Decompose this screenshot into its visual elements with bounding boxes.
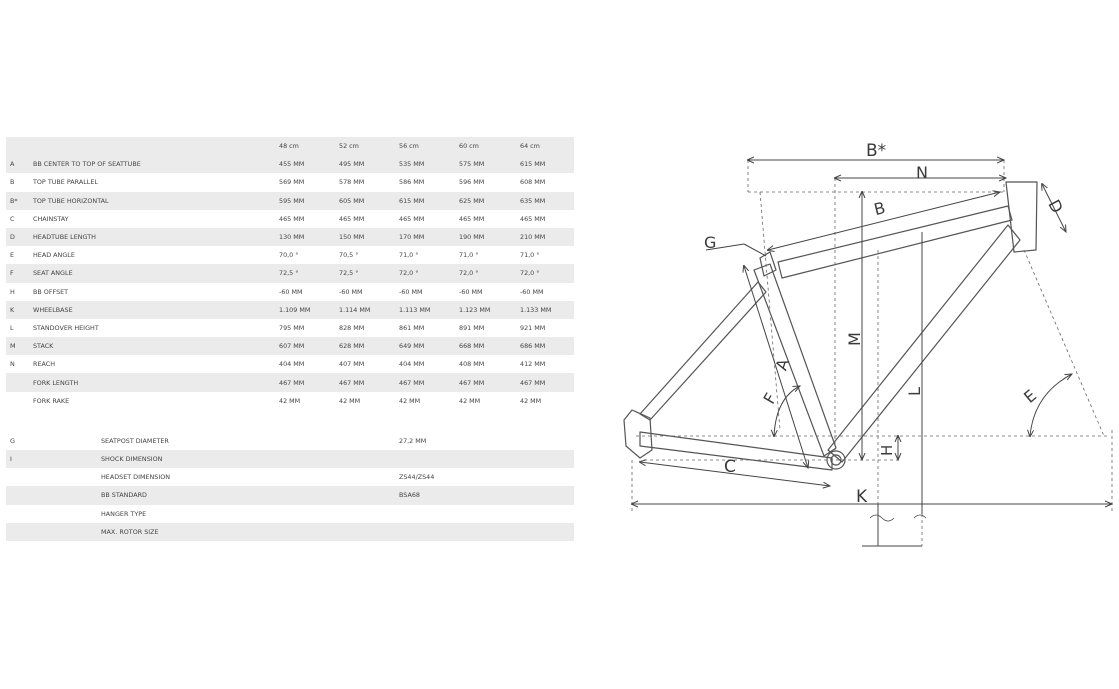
row-value: 42 MM <box>339 396 361 405</box>
row-key: K <box>6 301 29 319</box>
row-value: 1.113 MM <box>395 301 455 319</box>
row-label: STACK <box>29 337 275 355</box>
row-label: TOP TUBE HORIZONTAL <box>29 192 275 210</box>
row-value: 1.133 MM <box>516 301 574 319</box>
row-key: L <box>10 323 14 332</box>
row-value: 586 MM <box>399 178 425 187</box>
row-value: 535 MM <box>395 155 455 173</box>
row-key: B* <box>6 192 29 210</box>
row-value: 1.109 MM <box>275 301 335 319</box>
row-value: 861 MM <box>399 323 425 332</box>
component-label: SHOCK DIMENSION <box>29 450 395 468</box>
row-value: 635 MM <box>516 192 574 210</box>
row-value: 404 MM <box>279 360 305 369</box>
row-value: 42 MM <box>459 396 481 405</box>
component-key: G <box>10 436 15 445</box>
row-value: 607 MM <box>275 337 335 355</box>
row-value: 575 MM <box>455 155 516 173</box>
row-label: CHAINSTAY <box>33 214 69 223</box>
row-value: 70,5 ° <box>339 251 359 260</box>
row-value: 465 MM <box>399 214 425 223</box>
row-value: 1.114 MM <box>335 301 395 319</box>
row-value: 608 MM <box>520 178 546 187</box>
row-value: 72,5 ° <box>275 264 335 282</box>
row-value: 42 MM <box>520 396 542 405</box>
size-header: 48 cm <box>275 137 335 155</box>
size-header: 60 cm <box>455 137 516 155</box>
row-value: 668 MM <box>455 337 516 355</box>
row-value: 42 MM <box>399 396 421 405</box>
row-label: FORK LENGTH <box>29 373 275 391</box>
row-value: 71,0 ° <box>520 251 540 260</box>
row-value: 628 MM <box>335 337 395 355</box>
row-value: 615 MM <box>516 155 574 173</box>
row-value: 150 MM <box>335 228 395 246</box>
row-value: 625 MM <box>455 192 516 210</box>
row-value: 455 MM <box>275 155 335 173</box>
row-key: B <box>10 178 15 187</box>
component-value: BSA68 <box>395 486 574 504</box>
row-value: 408 MM <box>459 360 485 369</box>
f-angle-arc <box>774 386 800 436</box>
component-label: HEADSET DIMENSION <box>101 473 171 482</box>
row-key: N <box>10 360 15 369</box>
row-key: D <box>6 228 29 246</box>
label-n: N <box>916 163 928 182</box>
row-value: 578 MM <box>339 178 365 187</box>
b-dim <box>768 192 1000 250</box>
row-value: 72,0 ° <box>395 264 455 282</box>
row-value: 1.123 MM <box>455 301 516 319</box>
row-label: FORK RAKE <box>33 396 70 405</box>
row-value: -60 MM <box>339 287 363 296</box>
row-key: A <box>6 155 29 173</box>
row-value: 596 MM <box>459 178 485 187</box>
label-a: A <box>771 356 794 373</box>
row-label: SEAT ANGLE <box>29 264 275 282</box>
row-value: 495 MM <box>335 155 395 173</box>
component-label: MAX. ROTOR SIZE <box>29 523 395 541</box>
row-label: HEAD ANGLE <box>33 251 75 260</box>
row-label: HEADTUBE LENGTH <box>29 228 275 246</box>
row-value: 465 MM <box>459 214 485 223</box>
row-value: 467 MM <box>275 373 335 391</box>
row-value: 170 MM <box>395 228 455 246</box>
row-value: 465 MM <box>520 214 546 223</box>
row-value: 467 MM <box>455 373 516 391</box>
dimension-lines <box>632 160 1112 546</box>
row-value: -60 MM <box>459 287 483 296</box>
row-value: 467 MM <box>516 373 574 391</box>
row-value: -60 MM <box>520 287 544 296</box>
bike-frame <box>624 182 1037 470</box>
row-label: BB CENTER TO TOP OF SEATTUBE <box>29 155 275 173</box>
row-label: STANDOVER HEIGHT <box>33 323 99 332</box>
row-key: M <box>6 337 29 355</box>
row-key: F <box>6 264 29 282</box>
label-h: H <box>878 444 896 456</box>
row-value: 72,5 ° <box>335 264 395 282</box>
row-value: 891 MM <box>459 323 485 332</box>
row-value: 70,0 ° <box>279 251 299 260</box>
row-label: TOP TUBE PARALLEL <box>33 178 98 187</box>
component-label: SEATPOST DIAMETER <box>101 436 169 445</box>
label-d: D <box>1044 196 1067 217</box>
label-k: K <box>856 487 868 507</box>
label-c: C <box>724 457 736 477</box>
row-value: 921 MM <box>520 323 546 332</box>
row-value: 190 MM <box>455 228 516 246</box>
row-value: 210 MM <box>516 228 574 246</box>
row-label: WHEELBASE <box>29 301 275 319</box>
row-value: 412 MM <box>520 360 546 369</box>
component-key: I <box>6 450 29 468</box>
rear-dropout <box>624 410 652 458</box>
top-tube <box>778 206 1012 278</box>
row-value: 569 MM <box>279 178 305 187</box>
row-value: 828 MM <box>339 323 365 332</box>
label-f: F <box>759 389 781 408</box>
seat-stay <box>640 282 766 420</box>
label-m: M <box>845 332 864 346</box>
label-l: L <box>905 387 924 396</box>
label-b-star: B* <box>866 141 887 161</box>
component-label: BB STANDARD <box>29 486 395 504</box>
component-label: HANGER TYPE <box>101 509 147 518</box>
row-value: 467 MM <box>395 373 455 391</box>
row-value: 465 MM <box>339 214 365 223</box>
component-value: 27,2 MM <box>399 436 427 445</box>
row-label: BB OFFSET <box>33 287 69 296</box>
row-key: C <box>10 214 15 223</box>
label-b: B <box>872 198 888 220</box>
row-value: 130 MM <box>275 228 335 246</box>
row-value: 42 MM <box>279 396 301 405</box>
e-angle-arc <box>1030 374 1072 436</box>
row-value: 605 MM <box>335 192 395 210</box>
row-value: 615 MM <box>395 192 455 210</box>
row-value: -60 MM <box>279 287 303 296</box>
row-value: 71,0 ° <box>459 251 479 260</box>
row-value: 71,0 ° <box>399 251 419 260</box>
size-header: 56 cm <box>395 137 455 155</box>
row-label: REACH <box>33 360 56 369</box>
label-g: G <box>704 233 717 252</box>
dimension-labels <box>704 141 1067 507</box>
size-header: 64 cm <box>516 137 574 155</box>
row-value: 72,0 ° <box>455 264 516 282</box>
reference-lines <box>632 160 1112 546</box>
row-key: H <box>10 287 15 296</box>
row-value: 407 MM <box>339 360 365 369</box>
row-value: 795 MM <box>279 323 305 332</box>
row-value: -60 MM <box>399 287 423 296</box>
component-value: ZS44/ZS44 <box>399 473 435 482</box>
chain-stay <box>640 432 832 470</box>
row-value: 595 MM <box>275 192 335 210</box>
row-value: 404 MM <box>399 360 425 369</box>
size-header: 52 cm <box>335 137 395 155</box>
label-e: E <box>1020 385 1041 407</box>
row-value: 465 MM <box>279 214 305 223</box>
row-key: E <box>10 251 15 260</box>
row-value: 686 MM <box>516 337 574 355</box>
row-value: 649 MM <box>395 337 455 355</box>
row-value: 467 MM <box>335 373 395 391</box>
row-value: 72,0 ° <box>516 264 574 282</box>
